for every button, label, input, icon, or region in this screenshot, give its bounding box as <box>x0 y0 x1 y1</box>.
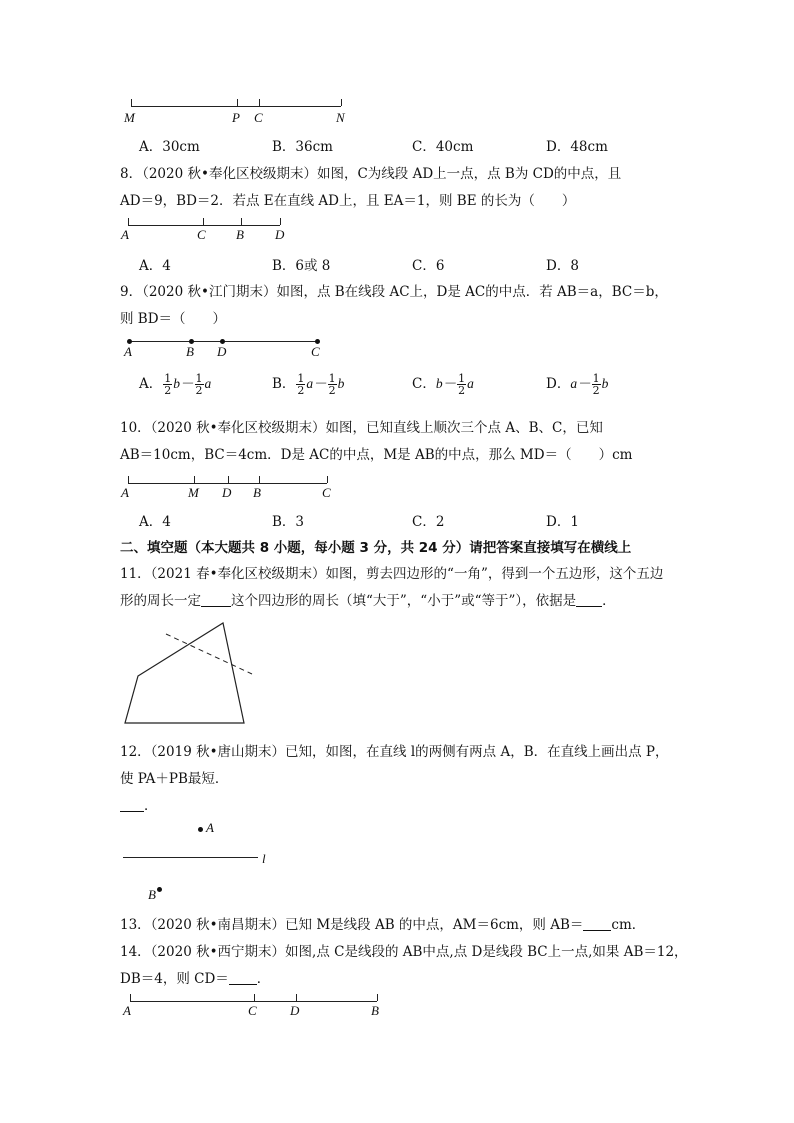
q11-stem-line2: 形的周长一定 这个四边形的周长（填“大于”，“小于”或“等于”），依据是 ． <box>120 593 616 609</box>
label-C: C <box>248 1003 257 1018</box>
q10-option-d[interactable]: D．1 <box>546 514 579 530</box>
q8-option-b[interactable]: B．6或 8 <box>272 258 331 274</box>
label-A: A <box>123 1003 131 1018</box>
q14-blank[interactable] <box>229 972 257 985</box>
q9-option-b[interactable]: B． $\frac{1}{2}$ a－ $\frac{1}{2}$ b <box>272 372 345 397</box>
q11-blank-2[interactable] <box>576 594 602 607</box>
label-A: A <box>124 344 132 359</box>
q11-stem-line1: 11．（2021 春•奉化区校级期末）如图，剪去四边形的“一角”，得到一个五边形，这个五边 <box>120 566 664 582</box>
label-B: B <box>186 344 194 359</box>
label-N: N <box>336 110 345 125</box>
q14-stem-line1: 14．（2020 秋•西宁期末）如图,点 C是线段的 AB中点,点 D是线段 BC上一点,如果 AB＝12， <box>120 944 688 960</box>
q8-option-d[interactable]: D．8 <box>546 258 579 274</box>
label-B: B <box>253 485 261 500</box>
q8-stem-line2: AD＝9，BD＝2．若点 E在直线 AD上，且 EA＝1，则 BE 的长为（ ） <box>120 193 576 209</box>
q10-option-c[interactable]: C．2 <box>412 514 445 530</box>
q7-option-a[interactable]: A．30cm <box>139 139 200 155</box>
q9-stem-line2: 则 BD＝（ ） <box>120 311 227 327</box>
label-A: A <box>121 485 129 500</box>
q8-option-c[interactable]: C．6 <box>412 258 445 274</box>
label-M: M <box>188 485 199 500</box>
label-C: C <box>322 485 331 500</box>
q12-stem-line2: 使 PA＋PB最短． <box>120 771 229 787</box>
label-B: B <box>371 1003 379 1018</box>
q10-option-a[interactable]: A．4 <box>139 514 171 530</box>
q7-option-b[interactable]: B．36cm <box>272 139 333 155</box>
q13-stem: 13．（2020 秋•南昌期末）已知 M是线段 AB 的中点，AM＝6cm，则 AB＝ cm． <box>120 917 646 933</box>
q12-blank[interactable] <box>120 799 144 812</box>
label-D: D <box>222 485 232 500</box>
label-P: P <box>232 110 240 125</box>
q11-quadrilateral-figure <box>118 616 268 728</box>
label-A: A <box>206 820 214 835</box>
q10-option-b[interactable]: B．3 <box>272 514 305 530</box>
label-D: D <box>275 227 285 242</box>
q12-stem-line1: 12．（2019 秋•唐山期末）已知，如图，在直线 l的两侧有两点 A，B．在直线上画出点 P， <box>120 744 669 760</box>
label-M: M <box>124 110 135 125</box>
label-l: l <box>262 851 266 866</box>
q8-stem-line1: 8．（2020 秋•奉化区校级期末）如图，C为线段 AD上一点，点 B为 CD的中点，且 <box>120 166 622 182</box>
point-B-dot <box>157 887 162 892</box>
q9-stem-line1: 9．（2020 秋•江门期末）如图，点 B在线段 AC上，D是 AC的中点．若 AB＝a，BC＝b， <box>120 284 668 300</box>
q12-answer-line: ． <box>120 794 158 814</box>
label-C: C <box>254 110 263 125</box>
q9-option-d[interactable]: D．a－ $\frac{1}{2}$ b <box>546 372 609 397</box>
label-C: C <box>311 344 320 359</box>
label-A: A <box>121 227 129 242</box>
q14-stem-line2: DB＝4，则 CD＝ ． <box>120 971 271 987</box>
q10-stem-line2: AB＝10cm，BC＝4cm．D是 AC的中点，M是 AB的中点，那么 MD＝（ ）cm <box>120 447 633 463</box>
label-C: C <box>197 227 206 242</box>
q9-option-c[interactable]: C．b－ $\frac{1}{2}$ a <box>412 372 474 397</box>
q10-stem-line1: 10．（2020 秋•奉化区校级期末）如图，已知直线上顺次三个点 A、B、C，已知 <box>120 420 603 436</box>
label-D: D <box>217 344 227 359</box>
q8-option-a[interactable]: A．4 <box>139 258 171 274</box>
label-D: D <box>290 1003 300 1018</box>
q9-option-a[interactable]: A． $\frac{1}{2}$ b－ $\frac{1}{2}$ a <box>139 372 212 397</box>
point-A-dot <box>198 827 203 832</box>
q7-option-d[interactable]: D．48cm <box>546 139 608 155</box>
q13-blank[interactable] <box>583 918 611 931</box>
q7-option-c[interactable]: C．40cm <box>412 139 474 155</box>
label-B: B <box>148 887 156 902</box>
q11-blank-1[interactable] <box>201 594 231 607</box>
label-B: B <box>236 227 244 242</box>
section-heading: 二、填空题（本大题共 8 小题，每小题 3 分，共 24 分）请把答案直接填写在横线上 <box>120 540 632 556</box>
